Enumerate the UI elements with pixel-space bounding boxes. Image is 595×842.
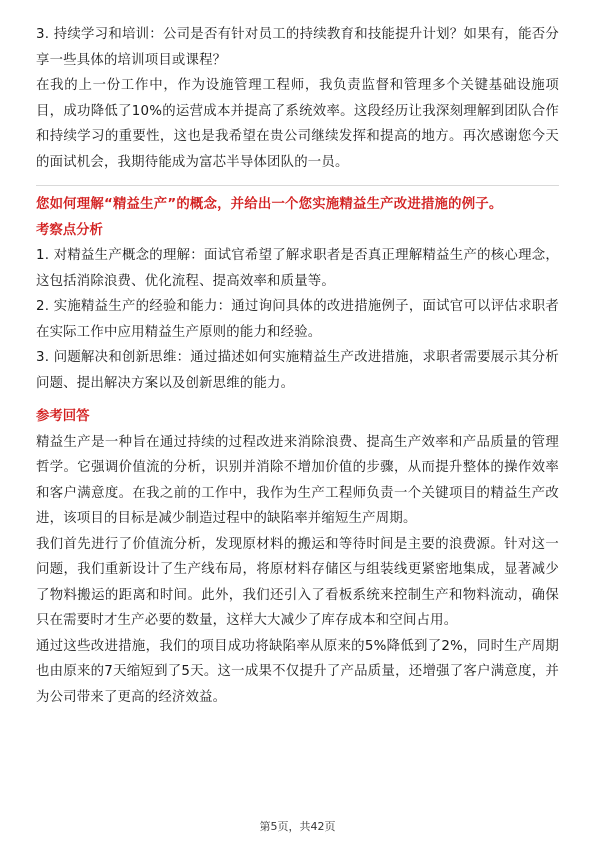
- reference-heading: 参考回答: [36, 409, 90, 424]
- analysis-point-3: 3. 问题解决和创新思维：通过描述如何实施精益生产改进措施，求职者需要展示其分析问题、提出解决方案以及创新思维的能力。: [36, 350, 559, 391]
- analysis-heading: 考察点分析: [36, 222, 103, 238]
- reference-paragraph-3: 通过这些改进措施，我们的项目成功将缺陷率从原来的5%降低到了2%，同时生产周期也由原来的7天缩短到了5天。这一成果不仅提升了产品质量，还增强了客户满意度，并为公司带来了更高的经济效益。: [36, 638, 559, 705]
- analysis-point-1: 1. 对精益生产概念的理解：面试官希望了解求职者是否真正理解精益生产的核心理念，这包括消除浪费、优化流程、提高效率和质量等。: [36, 248, 559, 289]
- spacer: [36, 396, 559, 404]
- section-divider: [36, 185, 559, 186]
- reference-paragraph-2: 我们首先进行了价值流分析，发现原材料的搬运和等待时间是主要的浪费源。针对这一问题，我们重新设计了生产线布局，将原材料存储区与组装线更紧密地集成，显著减少了物料搬运的距离和时间。此外，我们还引入了看板系统来控制生产和物料流动，确保只在需要时才生产必要的数量，这样大大减少了库存成本和空间占用。: [36, 536, 559, 628]
- analysis-point-2: 2. 实施精益生产的经验和能力：通过询问具体的改进措施例子，面试官可以评估求职者在实际工作中应用精益生产原则的能力和经验。: [36, 299, 559, 340]
- page-number-footer: 第5页，共42页: [259, 820, 336, 833]
- reference-paragraph-1: 精益生产是一种旨在通过持续的过程改进来消除浪费、提高生产效率和产品质量的管理哲学。它强调价值流的分析，识别并消除不增加价值的步骤，从而提升整体的操作效率和客户满意度。在我之前的工作中，我作为生产工程师负责一个关键项目的精益生产改进，该项目的目标是减少制造过程中的缺陷率并缩短生产周期。: [36, 434, 559, 526]
- document-page: [36, 22, 559, 710]
- prev-question-item-3: 3. 持续学习和培训：公司是否有针对员工的持续教育和技能提升计划？如果有，能否分享一些具体的培训项目或课程？: [36, 27, 559, 68]
- interview-question: 您如何理解“精益生产”的概念，并给出一个您实施精益生产改进措施的例子。: [36, 197, 503, 212]
- prev-answer-closing: 在我的上一份工作中，作为设施管理工程师，我负责监督和管理多个关键基础设施项目，成功降低了10%的运营成本并提高了系统效率。这段经历让我深刻理解到团队合作和持续学习的重要性，这也是我希望在贵公司继续发挥和提高的地方。再次感谢您今天的面试机会，我期待能成为富芯半导体团队的一员。: [36, 78, 559, 170]
